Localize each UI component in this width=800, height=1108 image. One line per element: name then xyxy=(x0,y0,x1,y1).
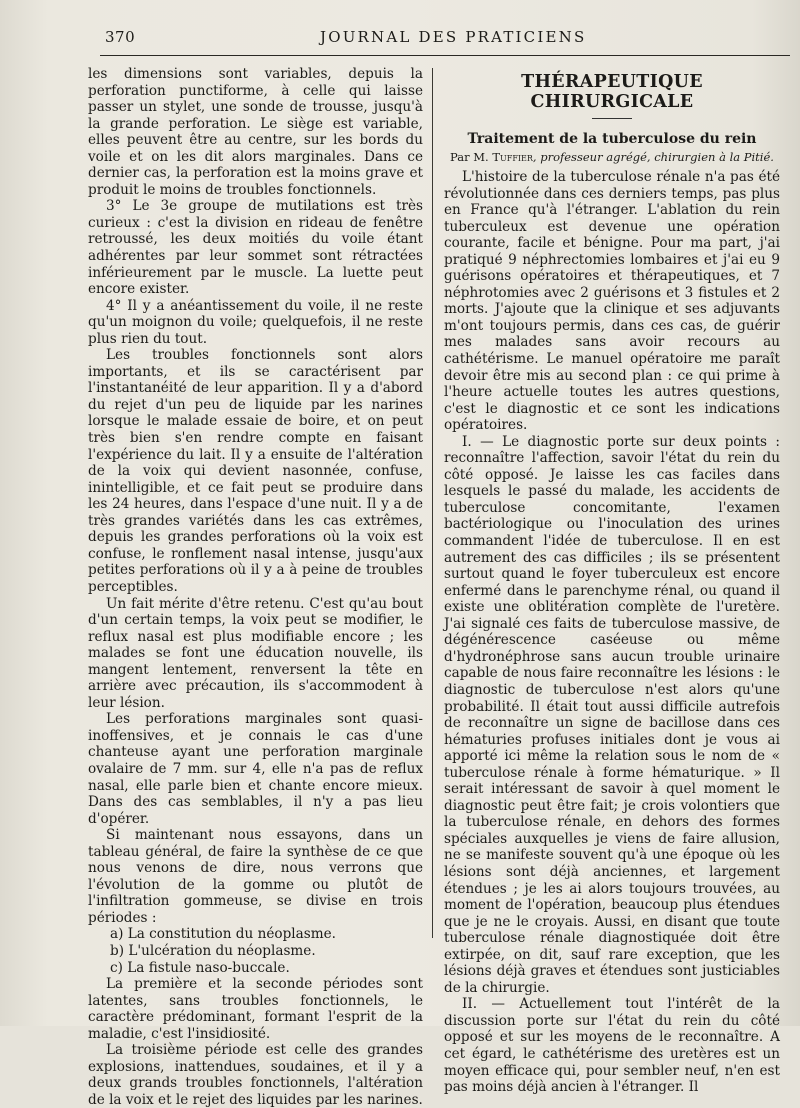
section-title: THÉRAPEUTIQUE CHIRURGICALE xyxy=(521,72,703,112)
article-title: Traitement de la tuberculose du rein xyxy=(467,131,757,147)
paragraph: II. — Actuellement tout l'intérêt de la discussion porte sur l'état du rein du côté opposé et sur les moyens de le reconnaître. A cet égard, le cathétérisme des uretères est un moyen efficace qui, pour sembler neuf, n'en est pas moins déjà ancien à l'étranger. Il xyxy=(444,996,780,1096)
title-rule xyxy=(592,118,632,119)
running-header xyxy=(0,28,800,50)
paragraph: 3° Le 3e groupe de mutilations est très curieux : c'est la division en rideau de fenêtre retroussé, les deux moitiés du voile étant adhérentes par leur sommet sont rétractées inférieurement par le muscle. La luette peut encore exister. xyxy=(88,198,423,298)
paragraph: La troisième période est celle des grandes explosions, inattendues, soudaines, et il y a deux grands troubles fonctionnels, l'altération de la voix et le rejet des liquides par les narines. xyxy=(88,1042,423,1108)
list-item: a) La constitution du néoplasme. xyxy=(110,926,336,943)
column-divider xyxy=(432,68,433,938)
paragraph: les dimensions sont variables, depuis la perforation punctiforme, à celle qui laisse passer un stylet, une sonde de trousse, jusqu'à la grande perforation. Le siège est variable, elles peuvent être au centre, sur les bords du voile et on les dit alors marginales. Dans ce dernier cas, la perforation est la moins grave et produit le moins de troubles fonctionnels. xyxy=(88,66,423,198)
byline xyxy=(444,150,780,165)
byline-affiliation: , professeur agrégé, chirurgien à la Pitié. xyxy=(532,150,774,164)
paragraph: I. — Le diagnostic porte sur deux points : reconnaître l'affection, savoir l'état du rein du côté opposé. Je laisse les cas faciles dans lesquels le passé du malade, les accidents de tuberculose concomitante, l'examen bactériologique ou l'inoculation des urines commandent l'idée de tuberculose. Il en est autrement des cas difficiles ; ils se présentent surtout quand le foyer tuberculeux est encore enfermé dans le parenchyme rénal, ou quand il existe une oblitération complète de l'uretère. J'ai signalé ces faits de tuberculose massive, de dégénérescence caséeuse ou même d'hydronéphrose sans aucun trouble urinaire capable de nous faire reconnaître les lésions : le diagnostic de tuberculose n'est alors qu'une probabilité. Il était tout aussi difficile autrefois de reconnaître un signe de bacillose dans ces hématuries profuses initiales dont je vous ai apporté ici même la relation sous le nom de « tuberculose rénale à forme hématurique. » Il serait intéressant de savoir à quel moment le diagnostic peut être fait; je crois volontiers que la tuberculose rénale, en dehors des formes spéciales auxquelles je viens de faire allusion, ne se manifeste souvent qu'à une époque où les lésions sont déjà anciennes, et largement étendues ; je les ai alors toujours trouvées, au moment de l'opération, beaucoup plus étendues que je ne le croyais. Aussi, en disant que toute tuberculose rénale diagnostiquée doit être extirpée, on dit, sauf rare exception, que les lésions déjà graves et étendues sont justiciables de la chirurgie. xyxy=(444,433,780,996)
paragraph: Les perforations marginales sont quasi-inoffensives, et je connais le cas d'une chanteuse ayant une perforation marginale ovalaire de 7 mm. sur 4, elle n'a pas de reflux nasal, elle parle bien et chante encore mieux. Dans des cas semblables, il n'y a pas lieu d'opérer. xyxy=(88,711,423,827)
paragraph: Un fait mérite d'être retenu. C'est qu'au bout d'un certain temps, la voix peut se modifier, le reflux nasal est plus modifiable encore ; les malades se font une éducation nouvelle, ils mangent lentement, renversent la tête en arrière avec précaution, ils s'accommodent à leur lésion. xyxy=(88,595,423,711)
paragraph: La première et la seconde périodes sont latentes, sans troubles fonctionnels, le caractère prédominant, formant l'esprit de la maladie, c'est l'insidiosité. xyxy=(88,976,423,1042)
paragraph: 4° Il y a anéantissement du voile, il ne reste qu'un moignon du voile; quelquefois, il ne reste plus rien du tout. xyxy=(88,297,423,347)
byline-author: Tuffier xyxy=(492,150,533,164)
right-column xyxy=(444,66,780,1096)
header-rule xyxy=(100,55,790,56)
paragraph: L'histoire de la tuberculose rénale n'a pas été révolutionnée dans ces derniers temps, pas plus en France qu'à l'étranger. L'ablation du rein tuberculeux est devenue une opération courante, facile et bénigne. Pour ma part, j'ai pratiqué 9 néphrectomies lombaires et j'ai eu 9 guérisons opératoires et thérapeutiques, et 7 néphrotomies avec 2 guérisons et 3 fistules et 2 morts. J'ajoute que la clinique et ses adjuvants m'ont toujours permis, dans ces cas, de guérir mes malades sans avoir recours au cathétérisme. Le manuel opératoire me paraît devoir être mis au second plan : ce qui prime à l'heure actuelle toutes les autres questions, c'est le diagnostic et ce sont les indications opératoires. xyxy=(444,169,780,434)
list-item: b) L'ulcération du néoplasme. xyxy=(110,942,316,959)
left-column xyxy=(88,66,423,1108)
paragraph: Si maintenant nous essayons, dans un tableau général, de faire la synthèse de ce que nous venons de dire, nous verrons que l'évolution de la gomme ou plutôt de l'infiltration gommeuse, se divise en trois périodes : xyxy=(88,827,423,926)
journal-title: JOURNAL DES PRATICIENS xyxy=(320,28,587,46)
byline-prefix: Par M. xyxy=(450,150,489,164)
list-item: c) La fistule naso-buccale. xyxy=(110,959,290,976)
page-number: 370 xyxy=(105,28,136,46)
paragraph: Les troubles fonctionnels sont alors importants, et ils se caractérisent par l'instantanéité de leur apparition. Il y a d'abord du rejet d'un peu de liquide par les narines lorsque le malade essaie de boire, et on peut très bien s'en rendre compte en faisant l'expérience du lait. Il y a ensuite de l'altération de la voix qui devient nasonnée, confuse, inintelligible, et ce fait peut se produire dans les 24 heures, dans l'espace d'une nuit. Il y a de très grandes variétés dans les cas extrêmes, depuis les grandes perforations où la voix est confuse, le ronflement nasal intense, jusqu'aux petites perforations où il y a à peine de troubles perceptibles. xyxy=(88,347,423,595)
